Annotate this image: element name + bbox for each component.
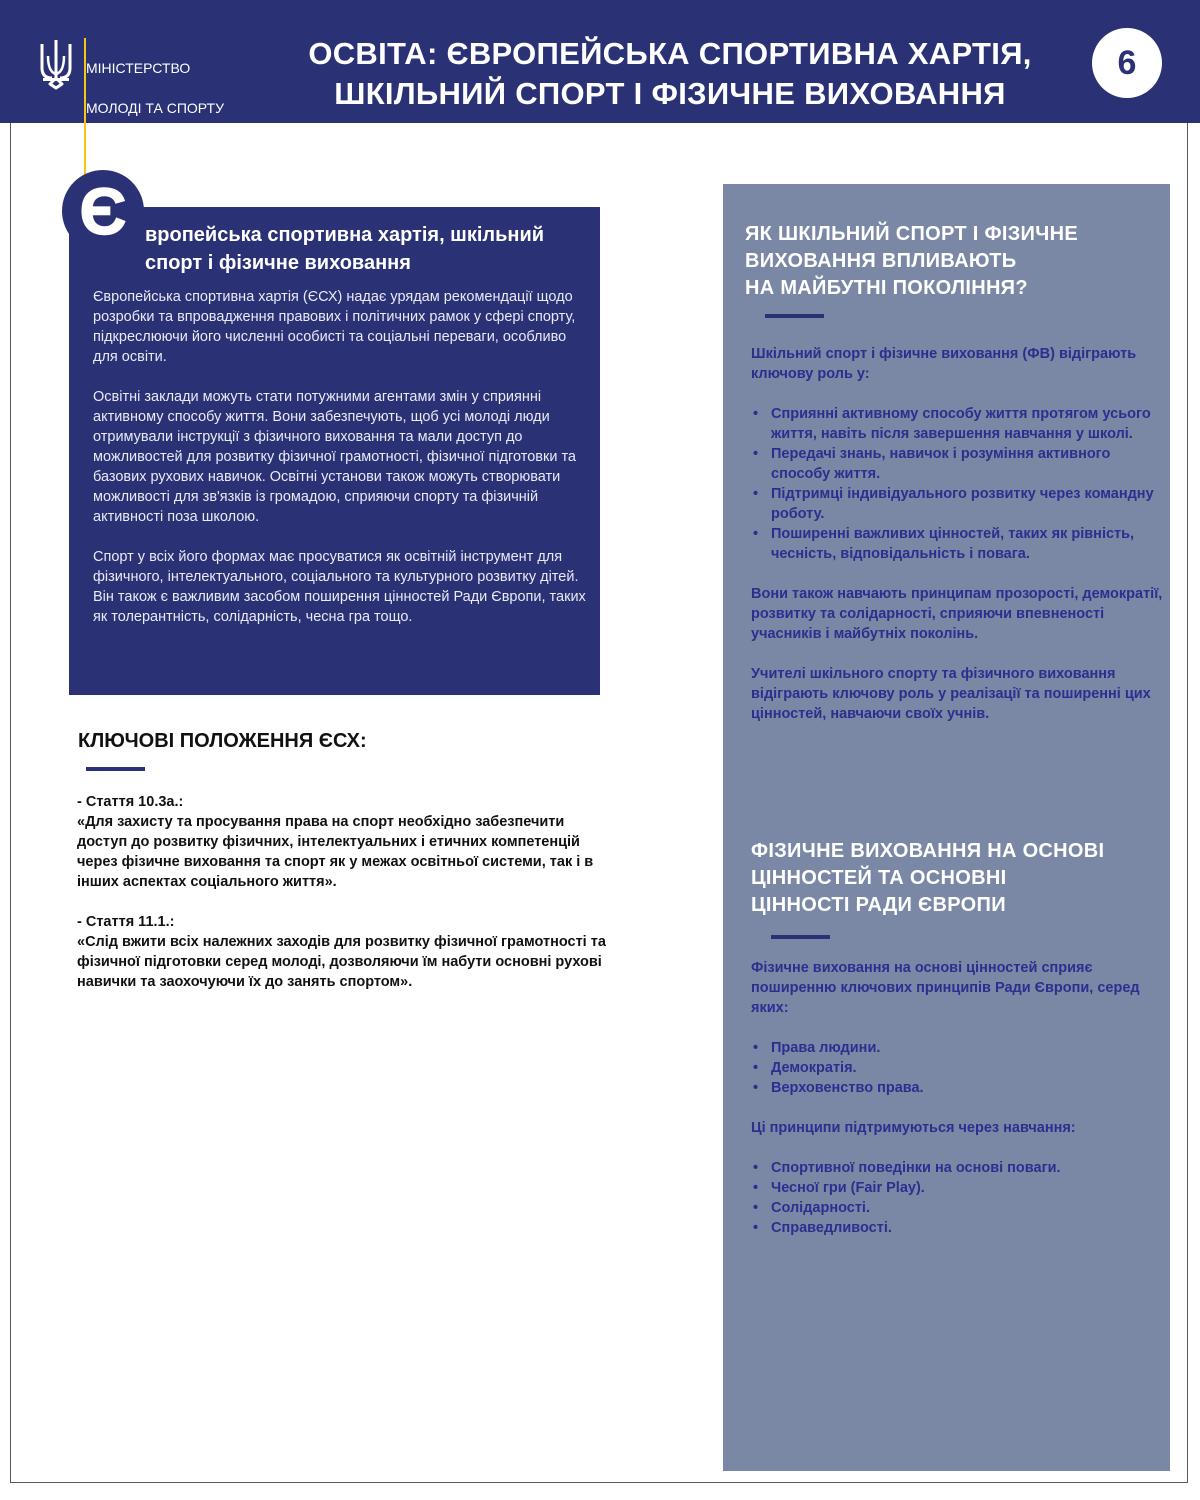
list-item: • Передачі знань, навичок і розуміння активного способу життя. [751,444,1163,484]
ministry-line: МІНІСТЕРСТВО [86,60,191,76]
page-title-line: ОСВІТА: ЄВРОПЕЙСЬКА СПОРТИВНА ХАРТІЯ, [308,36,1032,71]
initial-letter-e [60,168,146,254]
section-heading-values [751,838,1104,919]
page-number-badge: 6 [1092,28,1162,98]
ministry-line: УКРАЇНИ [86,140,145,156]
list-item: • Права людини. [751,1038,1163,1058]
section-heading-line: ФІЗИЧНЕ ВИХОВАННЯ НА ОСНОВІ [751,840,1105,862]
article-item [77,912,607,992]
impact-bullet-list [751,404,1163,564]
list-item: • Поширенні важливих цінностей, таких як рівність, чесність, відповідальність і повага. [751,524,1163,564]
ministry-name [84,38,224,178]
article-label: - Стаття 11.1.: [77,914,175,930]
section-underline [771,935,830,939]
list-item: • Чесної гри (Fair Play). [751,1178,1163,1198]
ministry-logo [38,38,238,156]
article-label: - Стаття 10.3а.: [77,794,184,810]
list-item: • Спортивної поведінки на основі поваги. [751,1158,1163,1178]
section-paragraph: Вони також навчають принципам прозорості, демократії, розвитку та солідарності, сприяючи впевненості учасників і майбутніх поколінь. [751,586,1163,642]
section-heading-line: ЦІННОСТЕЙ ТА ОСНОВНІ [751,867,1007,889]
section-intro: Шкільний спорт і фізичне виховання (ФВ) відіграють ключову роль у: [751,346,1137,382]
key-provisions-title: КЛЮЧОВІ ПОЛОЖЕННЯ ЄСХ: [78,730,367,752]
list-item: • Підтримці індивідуального розвитку через командну роботу. [751,484,1163,524]
section-heading-line: ВИХОВАННЯ ВПЛИВАЮТЬ [745,250,1017,272]
key-provisions-underline [86,767,145,771]
intro-box [69,207,600,695]
list-item: • Сприянні активному способу життя протягом усього життя, навіть після завершення навчання у школі. [751,404,1163,444]
article-item [77,792,607,892]
intro-heading-line: спорт і фізичне виховання [145,252,411,274]
section-heading-line: НА МАЙБУТНІ ПОКОЛІННЯ? [745,277,1028,299]
intro-paragraph: Європейська спортивна хартія (ЄСХ) надає урядам рекомендації щодо розробки та впровадження правових і політичних рамок у сфері спорту, підкреслюючи його численні особисті та соціальні переваги, особливо для освіти. [93,289,576,365]
learning-bullet-list [751,1158,1163,1238]
list-item: • Справедливості. [751,1218,1163,1238]
section-values-body [751,958,1163,1258]
section-heading-line: ЯК ШКІЛЬНИЙ СПОРТ І ФІЗИЧНЕ [745,223,1078,245]
intro-body [93,287,588,647]
ministry-line: МОЛОДІ ТА СПОРТУ [86,100,224,116]
trident-icon [38,38,74,90]
list-item: • Солідарності. [751,1198,1163,1218]
section-heading-line: ЦІННОСТІ РАДИ ЄВРОПИ [751,894,1006,916]
page-title [240,34,1100,114]
list-item: • Демократія. [751,1058,1163,1078]
principles-bullet-list [751,1038,1163,1098]
page-title-line: ШКІЛЬНИЙ СПОРТ І ФІЗИЧНЕ ВИХОВАННЯ [334,76,1006,111]
section-paragraph: Учителі шкільного спорту та фізичного виховання відіграють ключову роль у реалізації та поширенні цих цінностей, навчаючи своїх учнів. [751,666,1151,722]
header-bar [0,0,1200,156]
intro-heading [145,221,600,277]
initial-letter-text: Є [79,174,127,248]
section-underline [765,314,824,318]
article-text: «Для захисту та просування права на спорт необхідно забезпечити доступ до розвитку фізичних, інтелектуальних і етичних компетенцій через фізичне виховання та спорт як у межах освітньої системи, так і в інших аспектах соціального життя». [77,814,594,890]
intro-heading-line: вропейська спортивна хартія, шкільний [145,224,545,246]
section-paragraph: Ці принципи підтримуються через навчання: [751,1120,1076,1136]
key-provisions-list [77,792,607,1012]
intro-paragraph: Спорт у всіх його формах має просуватися як освітній інструмент для фізичного, інтелектуального, соціального та культурного розвитку дітей. Він також є важливим засобом поширення цінностей Ради Європи, таких як толерантність, солідарність, чесна гра тощо. [93,549,586,625]
article-text: «Слід вжити всіх належних заходів для розвитку фізичної грамотності та фізичної підготовки серед молоді, дозволяючи їм набути основні рухові навички та заохочуючи їх до занять спортом». [77,934,606,990]
section-heading-impact [745,221,1078,302]
intro-paragraph: Освітні заклади можуть стати потужними агентами змін у сприянні активному способу життя. Вони забезпечують, щоб усі молоді люди отримували інструкції з фізичного виховання та мали доступ до можливостей для розвитку фізичної грамотності, фізичної підготовки та базових рухових навичок. Освітні установи також можуть створювати можливості для зв'язків із громадою, сприяючи спорту та фізичній активності поза школою. [93,389,576,525]
section-impact-body [751,344,1163,744]
right-panel [723,184,1170,1471]
list-item: • Верховенство права. [751,1078,1163,1098]
section-intro: Фізичне виховання на основі цінностей сприяє поширенню ключових принципів Ради Європи, серед яких: [751,960,1140,1016]
